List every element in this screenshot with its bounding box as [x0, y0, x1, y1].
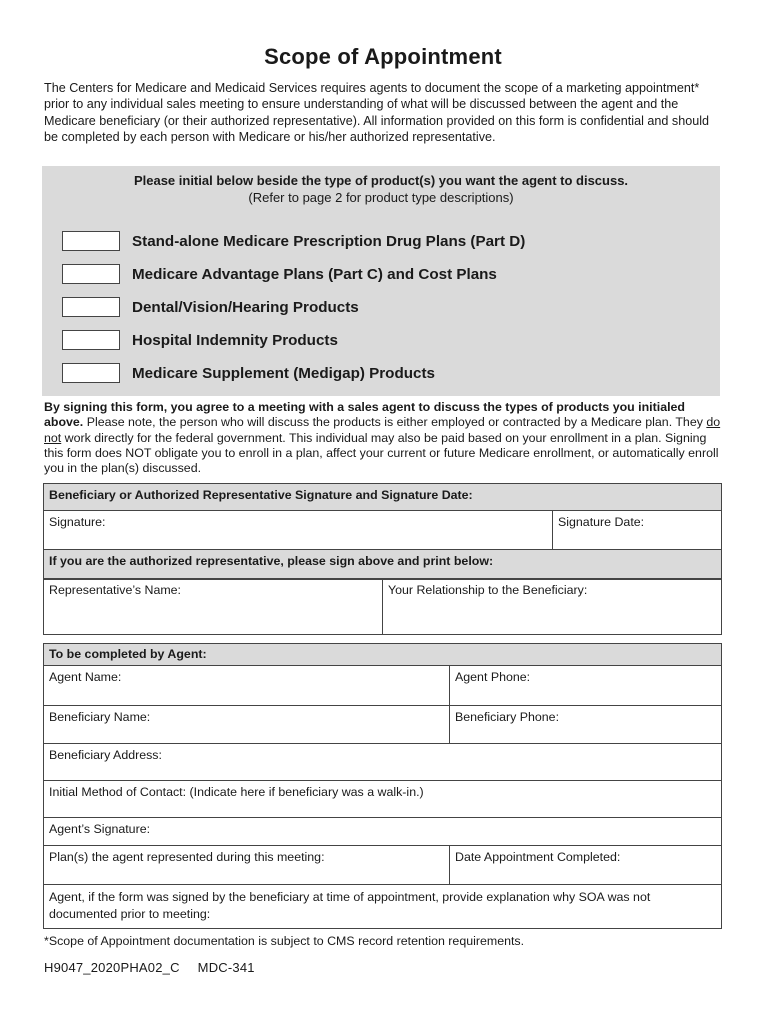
plans-represented-field[interactable]: [44, 846, 450, 885]
product-row-medigap: [62, 362, 435, 384]
product-label: Medicare Advantage Plans (Part C) and Cost Plans: [132, 265, 497, 283]
footnote: *Scope of Appointment documentation is subject to CMS record retention requirements.: [44, 934, 525, 948]
representative-name-label: Representative’s Name:: [49, 583, 182, 597]
signature-label: Signature:: [49, 515, 106, 529]
agent-name-label: Agent Name:: [49, 670, 122, 684]
consent-paragraph: [44, 400, 724, 476]
consent-text-2: work directly for the federal government. This individual may also be paid based on your enrollment in a plan. Signing this form does NOT obligate you to enroll in a plan, affect your current or future Medicare enrollment, or automatically enroll you in the plan(s) discussed.: [44, 430, 719, 476]
initials-box-part-c[interactable]: [62, 264, 120, 284]
product-row-part-d: [62, 230, 525, 252]
representative-table: [43, 578, 722, 635]
relationship-field[interactable]: [383, 579, 722, 635]
product-row-hospital-indemnity: [62, 329, 338, 351]
soa-explanation-field[interactable]: [44, 885, 722, 929]
relationship-label: Your Relationship to the Beneficiary:: [388, 583, 588, 597]
products-heading: Please initial below beside the type of product(s) you want the agent to discuss.: [133, 173, 629, 188]
initials-box-hospital-indemnity[interactable]: [62, 330, 120, 350]
signature-field[interactable]: [44, 511, 553, 550]
date-completed-label: Date Appointment Completed:: [455, 850, 621, 864]
beneficiary-phone-label: Beneficiary Phone:: [455, 710, 560, 724]
beneficiary-address-field[interactable]: [44, 744, 722, 781]
contact-method-label: Initial Method of Contact: (Indicate here if beneficiary was a walk-in.): [49, 785, 424, 799]
representative-name-field[interactable]: [44, 579, 383, 635]
beneficiary-address-label: Beneficiary Address:: [49, 748, 162, 762]
beneficiary-signature-header: Beneficiary or Authorized Representative Signature and Signature Date:: [44, 484, 722, 511]
initials-box-part-d[interactable]: [62, 231, 120, 251]
beneficiary-name-field[interactable]: [44, 706, 450, 744]
product-label: Medicare Supplement (Medigap) Products: [132, 364, 435, 382]
product-label: Hospital Indemnity Products: [132, 331, 338, 349]
beneficiary-name-label: Beneficiary Name:: [49, 710, 151, 724]
product-row-dental-vision-hearing: [62, 296, 359, 318]
agent-signature-label: Agent’s Signature:: [49, 822, 151, 836]
agent-table: [43, 643, 722, 929]
signature-date-label: Signature Date:: [558, 515, 645, 529]
initials-box-dental-vision-hearing[interactable]: [62, 297, 120, 317]
product-label: Dental/Vision/Hearing Products: [132, 298, 359, 316]
signature-date-field[interactable]: [553, 511, 722, 550]
beneficiary-signature-table: [43, 483, 722, 580]
soa-explanation-label: Agent, if the form was signed by the beneficiary at time of appointment, provide explanation why SOA was not documented prior to meeting:: [49, 890, 651, 921]
form-code: H9047_2020PHA02_C: [44, 960, 180, 975]
page-title: Scope of Appointment: [264, 44, 502, 69]
agent-phone-label: Agent Phone:: [455, 670, 531, 684]
agent-phone-field[interactable]: [450, 666, 722, 706]
form-number: MDC-341: [197, 960, 255, 975]
consent-bold: By signing this form, you agree to a meeting with a sales agent to discuss the types of products you initialed above.: [44, 400, 685, 430]
agent-table-header: To be completed by Agent:: [44, 644, 722, 666]
agent-signature-field[interactable]: [44, 818, 722, 846]
date-completed-field[interactable]: [450, 846, 722, 885]
representative-header: If you are the authorized representative, please sign above and print below:: [44, 550, 722, 580]
initials-box-medigap[interactable]: [62, 363, 120, 383]
consent-do-not: do not: [44, 415, 721, 445]
products-section: [42, 166, 720, 396]
product-row-part-c: [62, 263, 497, 285]
beneficiary-phone-field[interactable]: [450, 706, 722, 744]
products-subheading: (Refer to page 2 for product type descriptions): [248, 190, 514, 205]
plans-represented-label: Plan(s) the agent represented during this meeting:: [49, 850, 325, 864]
agent-name-field[interactable]: [44, 666, 450, 706]
product-label: Stand-alone Medicare Prescription Drug Plans (Part D): [132, 232, 526, 250]
contact-method-field[interactable]: [44, 781, 722, 818]
intro-paragraph: The Centers for Medicare and Medicaid Services requires agents to document the scope of a marketing appointment* prior to any individual sales meeting to ensure understanding of what will be discussed between the agent and the Medicare beneficiary (or their authorized representative). All information provided on this form is confidential and should be completed by each person with Medicare or his/her authorized representative.: [44, 81, 710, 145]
form-code-line: [44, 960, 255, 975]
consent-text-1: Please note, the person who will discuss the products is either employed or contracted by a Medicare plan. They: [83, 415, 707, 430]
